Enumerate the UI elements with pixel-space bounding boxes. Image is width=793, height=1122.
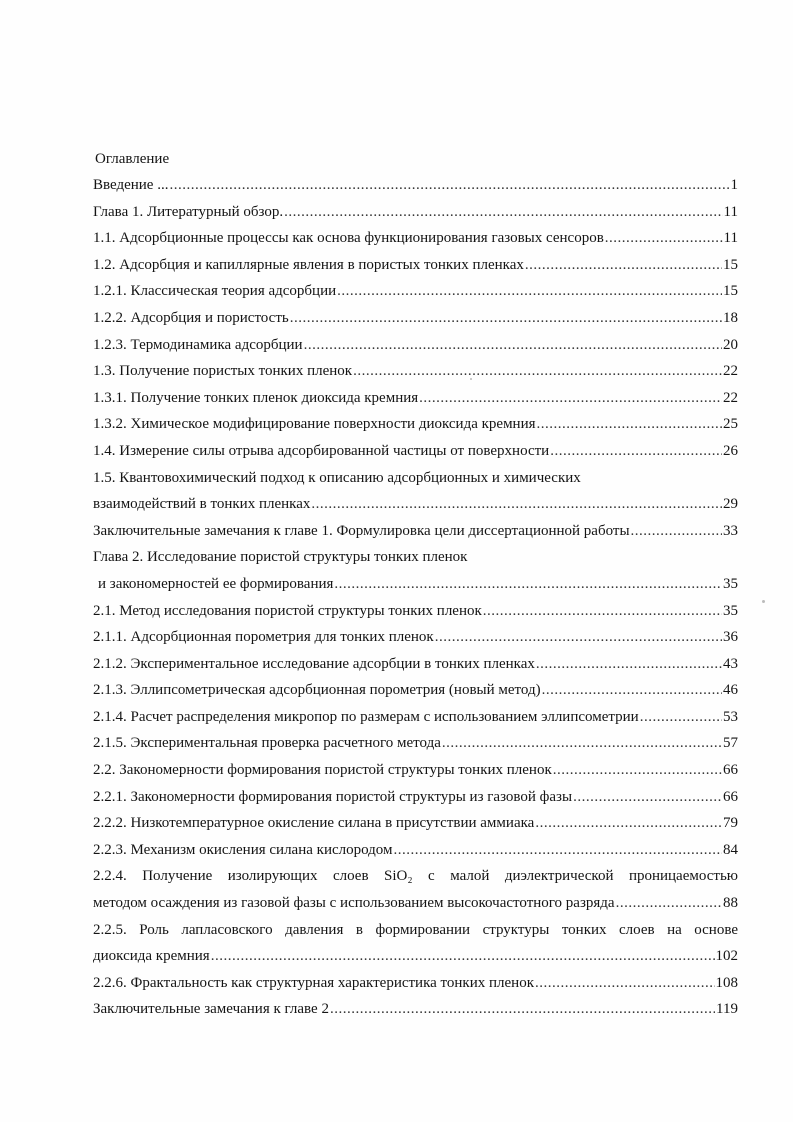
- toc-entry-title: методом осаждения из газовой фазы с использованием высокочастотного разряда: [93, 895, 615, 912]
- toc-entry-page: 53: [723, 708, 738, 725]
- toc-entry: [93, 1000, 738, 1027]
- toc-entry-title: 1.3.2. Химическое модифицирование поверхности диоксида кремния: [93, 416, 536, 433]
- toc-entry-page: 66: [723, 762, 738, 779]
- toc-entry: [93, 761, 738, 788]
- toc-entry-page: 22: [723, 389, 738, 406]
- toc-entry: [93, 336, 738, 363]
- toc-entry-title: диоксида кремния: [93, 948, 210, 965]
- toc-entry-title: 2.1. Метод исследования пористой структуры тонких пленок: [93, 602, 482, 619]
- toc-entry: [93, 469, 738, 496]
- toc-entry: [93, 256, 738, 283]
- toc-leader: [353, 362, 722, 380]
- toc-entry-title: 1.4. Измерение силы отрыва адсорбированной частицы от поверхности: [93, 442, 550, 459]
- toc-leader: [553, 761, 722, 779]
- toc-entry-title: и закономерностей ее формирования: [98, 575, 334, 592]
- toc-leader: [525, 256, 722, 274]
- toc-entry-title: 2.2.1. Закономерности формирования пористой структуры из газовой фазы: [93, 788, 573, 805]
- toc-entry-page: 33: [723, 522, 738, 539]
- toc-entry-page: 79: [723, 815, 738, 832]
- toc-entry-title: 2.2.4. Получение изолирующих слоев SiO₂ с малой диэлектрической проницаемостью: [93, 868, 738, 885]
- toc-entry-title: 1.1. Адсорбционные процессы как основа функционирования газовых сенсоров: [93, 230, 604, 247]
- toc-entry-page: 11: [723, 203, 738, 220]
- toc-leader: [573, 788, 722, 806]
- toc-leader: [304, 336, 722, 354]
- toc-list: [93, 176, 738, 1027]
- toc-entry: [93, 415, 738, 442]
- toc-entry: [93, 442, 738, 469]
- toc-entry: [93, 362, 738, 389]
- toc-entry-page: 35: [723, 575, 738, 592]
- toc-entry: [93, 628, 738, 655]
- toc-entry-title: 2.1.1. Адсорбционная порометрия для тонких пленок: [93, 629, 434, 646]
- toc-entry-page: 15: [723, 256, 738, 273]
- toc-leader: [290, 309, 722, 327]
- toc-leader: [535, 814, 722, 832]
- toc-entry-title: Глава 1. Литературный обзор.: [93, 203, 284, 220]
- toc-leader: [605, 229, 723, 247]
- toc-entry: [93, 708, 738, 735]
- toc-entry-title: 2.1.3. Эллипсометрическая адсорбционная порометрия (новый метод): [93, 682, 541, 699]
- toc-entry-page: 119: [716, 1001, 738, 1018]
- toc-entry-page: 22: [723, 363, 738, 380]
- toc-entry: [93, 974, 738, 1001]
- toc-leader: [311, 495, 722, 513]
- toc-entry-page: 29: [723, 496, 738, 513]
- toc-entry: [93, 734, 738, 761]
- toc-entry-page: 25: [723, 416, 738, 433]
- toc-entry-title: Введение ...: [93, 177, 169, 193]
- toc-entry: [93, 495, 738, 522]
- toc-entry-title: 1.2.1. Классическая теория адсорбции: [93, 283, 337, 300]
- toc-leader: [284, 203, 722, 221]
- toc-entry-title: Заключительные замечания к главе 2: [93, 1001, 329, 1018]
- toc-entry-title: 1.2.2. Адсорбция и пористость: [93, 309, 289, 326]
- toc-leader: [483, 602, 722, 620]
- toc-entry: [93, 921, 738, 948]
- toc-leader: [211, 947, 715, 965]
- toc-entry: [93, 788, 738, 815]
- toc-entry-page: 36: [723, 629, 738, 646]
- toc-leader: [169, 176, 729, 194]
- toc-leader: [442, 734, 722, 752]
- toc-leader: [640, 708, 722, 726]
- toc-entry: [93, 947, 738, 974]
- toc-entry-page: 43: [723, 655, 738, 672]
- toc-entry-title: 2.2.3. Механизм окисления силана кислородом: [93, 841, 393, 858]
- toc-entry-title: 1.5. Квантовохимический подход к описанию адсорбционных и химических: [93, 469, 581, 486]
- toc-entry-title: 2.1.5. Экспериментальная проверка расчетного метода: [93, 735, 441, 752]
- toc-leader: [337, 282, 722, 300]
- toc-entry-page: 35: [723, 602, 738, 619]
- toc-entry-title: Заключительные замечания к главе 1. Формулировка цели диссертационной работы: [93, 522, 630, 539]
- scan-speck: [470, 378, 472, 380]
- scan-speck: [762, 600, 765, 603]
- toc-entry-title: 2.2.2. Низкотемпературное окисление силана в присутствии аммиака: [93, 815, 535, 832]
- toc-entry-page: 15: [723, 283, 738, 300]
- toc-entry-title: 2.1.2. Экспериментальное исследование адсорбции в тонких пленках: [93, 655, 535, 672]
- toc-leader: [330, 1000, 715, 1018]
- toc-entry: [93, 389, 738, 416]
- toc-entry-page: 26: [723, 442, 738, 459]
- toc-leader: [631, 522, 722, 540]
- toc-entry: [93, 681, 738, 708]
- toc-entry-title: 1.2.3. Термодинамика адсорбции: [93, 336, 303, 353]
- toc-entry: [93, 655, 738, 682]
- toc-entry-page: 102: [715, 948, 738, 965]
- toc-leader: [616, 894, 722, 912]
- toc-entry: [93, 282, 738, 309]
- toc-leader: [536, 655, 722, 673]
- toc-entry-page: 20: [723, 336, 738, 353]
- toc-entry: [93, 309, 738, 336]
- toc-entry-title: 2.2.6. Фрактальность как структурная характеристика тонких пленок: [93, 974, 534, 991]
- toc-leader: [419, 389, 722, 407]
- toc-entry-title: Глава 2. Исследование пористой структуры тонких пленок: [93, 549, 468, 566]
- toc-entry: [93, 522, 738, 549]
- toc-entry: [93, 894, 738, 921]
- toc-entry: [93, 814, 738, 841]
- toc-entry-page: 1: [730, 177, 738, 193]
- toc-entry-page: 18: [723, 309, 738, 326]
- toc-leader: [394, 841, 722, 859]
- toc-entry: [93, 203, 738, 230]
- toc-entry-page: 88: [723, 895, 738, 912]
- toc-leader: [542, 681, 722, 699]
- toc-leader: [535, 974, 715, 992]
- toc-entry-title: 1.3.1. Получение тонких пленок диоксида кремния: [93, 389, 419, 406]
- toc-entry: [93, 176, 738, 203]
- toc-entry-page: 11: [723, 230, 738, 247]
- toc-leader: [537, 415, 722, 433]
- toc-entry-title: 1.2. Адсорбция и капиллярные явления в пористых тонких пленках: [93, 256, 524, 273]
- toc-entry: [93, 602, 738, 629]
- toc-entry: [93, 229, 738, 256]
- toc-entry: [93, 841, 738, 868]
- toc-leader: [550, 442, 722, 460]
- toc-entry-page: 84: [723, 841, 738, 858]
- toc-entry-page: 66: [723, 788, 738, 805]
- toc-entry-page: 108: [715, 974, 738, 991]
- toc-leader: [435, 628, 722, 646]
- toc-entry-page: 57: [723, 735, 738, 752]
- toc-entry-title: 2.2.5. Роль лапласовского давления в формировании структуры тонких слоев на основе: [93, 921, 738, 938]
- toc-entry-page: 46: [723, 682, 738, 699]
- toc-entry-title: 2.2. Закономерности формирования пористой структуры тонких пленок: [93, 762, 552, 779]
- toc-entry: [93, 548, 738, 575]
- toc-entry-title: 2.1.4. Расчет распределения микропор по размерам с использованием эллипсометрии: [93, 708, 639, 725]
- toc-entry: [93, 867, 738, 894]
- toc-entry-title: взаимодействий в тонких пленках: [93, 496, 311, 513]
- toc-entry-title: 1.3. Получение пористых тонких пленок: [93, 363, 353, 380]
- toc-leader: [334, 575, 722, 593]
- toc-heading: Оглавление: [95, 151, 170, 167]
- toc-entry: [93, 575, 738, 602]
